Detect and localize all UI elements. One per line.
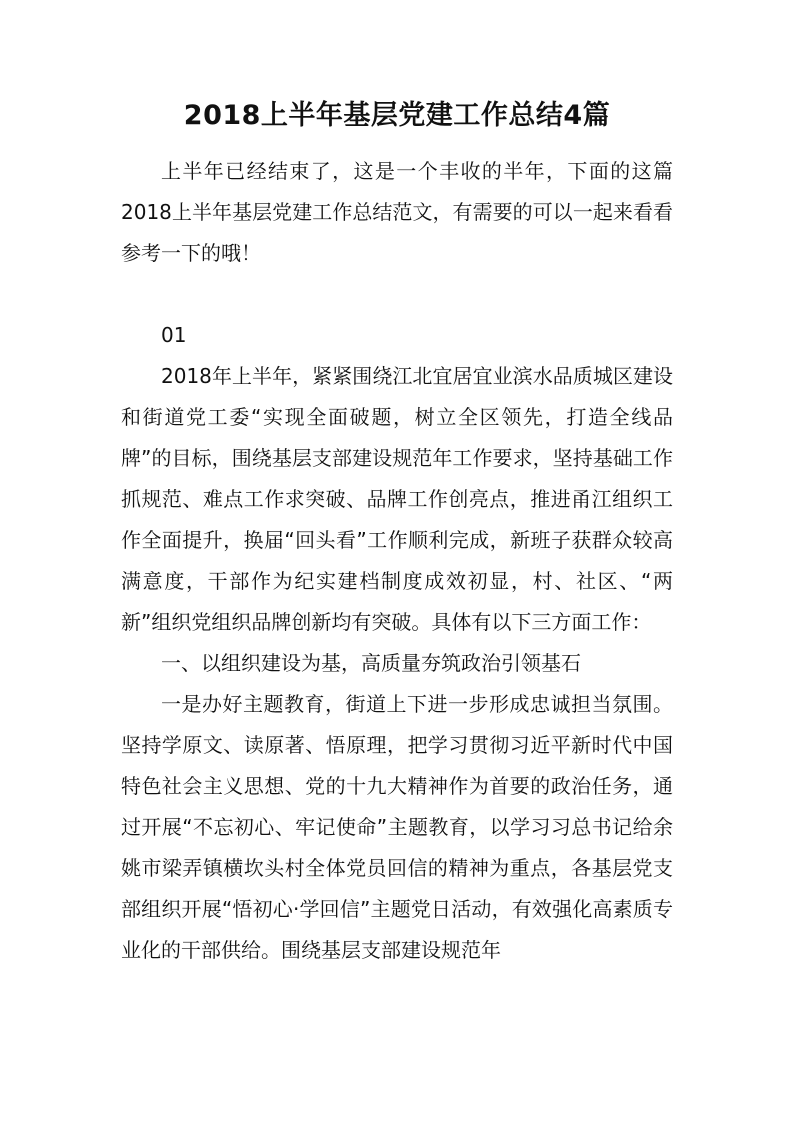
section-heading: 一、以组织建设为基，高质量夯筑政治引领基石 [161,651,581,675]
paragraph-theme-education: 一是办好主题教育，街道上下进一步形成忠诚担当氛围。坚持学原文、读原著、悟原理，把学习贯彻习近平新时代中国特色社会主义思想、党的十九大精神作为首要的政治任务，通过开展“不忘初心、牢记使命”主题教育，以学习习总书记给余姚市梁弄镇横坎头村全体党员回信的精神为重点，各基层党支部组织开展“悟初心·学回信”主题党日活动，有效强化高素质专业化的干部供给。围绕基层支部建设规范年 [121,692,673,962]
section-number: 01 [161,323,187,347]
paragraph-intro: 上半年已经结束了，这是一个丰收的半年，下面的这篇2018上半年基层党建工作总结范文，有需要的可以一起来看看参考一下的哦！ [121,159,673,265]
document-title: 2018上半年基层党建工作总结4篇 [183,100,611,131]
paragraph-summary: 2018年上半年，紧紧围绕江北宜居宜业滨水品质城区建设和街道党工委“实现全面破题，树立全区领先，打造全线品牌”的目标，围绕基层支部建设规范年工作要求，坚持基础工作抓规范、难点工作求突破、品牌工作创亮点，推进甬江组织工作全面提升，换届“回头看”工作顺利完成，新班子获群众较高满意度，干部作为纪实建档制度成效初显，村、社区、“两新”组织党组织品牌创新均有突破。具体有以下三方面工作： [121,364,673,634]
document-body [121,151,673,971]
